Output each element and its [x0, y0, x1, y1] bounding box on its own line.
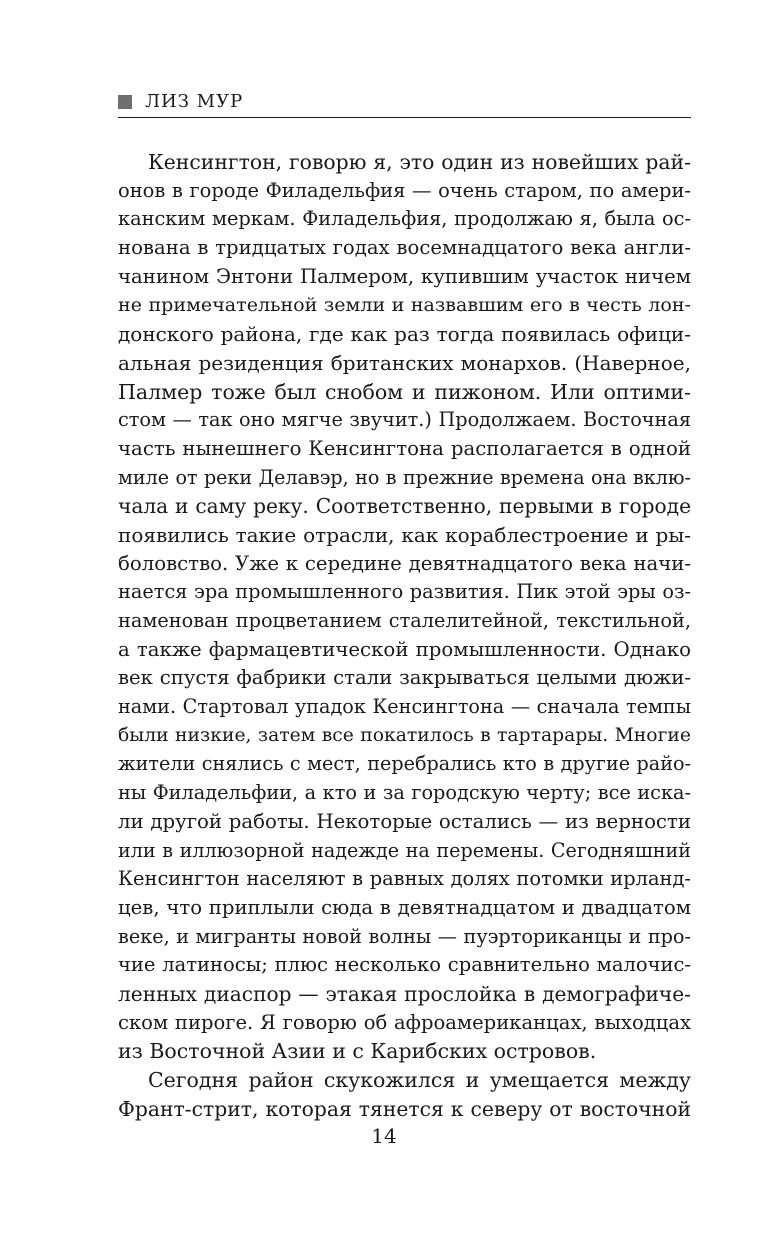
- text-line: ском пироге. Я говорю об афроамериканцах, выходцах: [118, 1010, 691, 1034]
- text-line: ны Филадельфии, а кто и за городскую черту; все иска-: [118, 781, 691, 805]
- text-line: век спустя фабрики стали закрываться целыми дюжи-: [118, 666, 691, 690]
- text-line: боловство. Уже к середине девятнадцатого века начи-: [118, 551, 691, 575]
- text-line: веке, и мигранты новой волны — пуэрториканцы и про-: [118, 924, 691, 948]
- text-line: нается эра промышленного развития. Пик этой эры оз-: [118, 580, 691, 604]
- text-line: чала и саму реку. Соответственно, первыми в городе: [118, 494, 691, 519]
- text-line: чанином Энтони Палмером, купившим участок ничем: [118, 264, 691, 288]
- paragraph-1: [118, 148, 691, 1066]
- text-line: или в иллюзорной надежде на перемены. Сегодняшний: [118, 838, 691, 862]
- text-line: не примечательной земли и назвавшим его в честь лон-: [118, 294, 691, 317]
- text-line: Кенсингтон населяют в равных долях потомки ирланд-: [118, 867, 691, 891]
- text-line: появились такие отрасли, как кораблестроение и ры-: [118, 522, 691, 547]
- text-line: ленных диаспор — этакая прослойка в демографиче-: [118, 981, 691, 1006]
- paragraph-2: [118, 1066, 691, 1123]
- text-line: цев, что приплыли сюда в девятнадцатом и двадцатом: [118, 895, 691, 919]
- running-head: [118, 92, 691, 118]
- text-line: нована в тридцатых годах восемнадцатого века англи-: [118, 236, 691, 260]
- text-line: Палмер тоже был снобом и пижоном. Или оптими-: [118, 379, 691, 404]
- text-line: Сегодня район скукожился и умещается между: [148, 1068, 691, 1092]
- page-number: 14: [371, 1124, 397, 1148]
- text-line: донского района, где как раз тогда появилась офици-: [118, 322, 691, 347]
- body-text: [118, 148, 691, 1123]
- text-line: наменован процветанием сталелитейной, текстильной,: [118, 609, 691, 632]
- text-line: Кенсингтон, говорю я, это один из новейших рай-: [148, 150, 691, 174]
- text-line: миле от реки Делавэр, но в прежние времена она вклю-: [118, 465, 691, 489]
- text-line: из Восточной Азии и с Карибских островов.: [118, 1039, 597, 1064]
- header-square-marker: [118, 95, 132, 109]
- text-line: стом — так оно мягче звучит.) Продолжаем. Восточная: [118, 408, 691, 432]
- text-line: жители снялись с мест, перебрались кто в другие райо-: [118, 752, 691, 776]
- text-line: а также фармацевтической промышленности. Однако: [118, 637, 691, 661]
- text-line: канским меркам. Филадельфия, продолжаю я, была ос-: [118, 207, 691, 231]
- text-line: онов в городе Филадельфия — очень старом, по амери-: [118, 178, 691, 202]
- text-line: ли другой работы. Некоторые остались — из верности: [118, 809, 691, 833]
- text-line: часть нынешнего Кенсингтона располагается в одной: [118, 436, 691, 460]
- text-line: Франт-стрит, которая тянется к северу от восточной: [118, 1096, 691, 1121]
- text-line: были низкие, затем все покатилось в тартарары. Многие: [118, 724, 691, 746]
- text-line: альная резиденция британских монархов. (Наверное,: [118, 350, 691, 375]
- author-name: ЛИЗ МУР: [145, 91, 244, 112]
- text-line: чие латиносы; плюс несколько сравнительно малочис-: [118, 953, 691, 977]
- text-line: нами. Стартовал упадок Кенсингтона — сначала темпы: [118, 695, 691, 719]
